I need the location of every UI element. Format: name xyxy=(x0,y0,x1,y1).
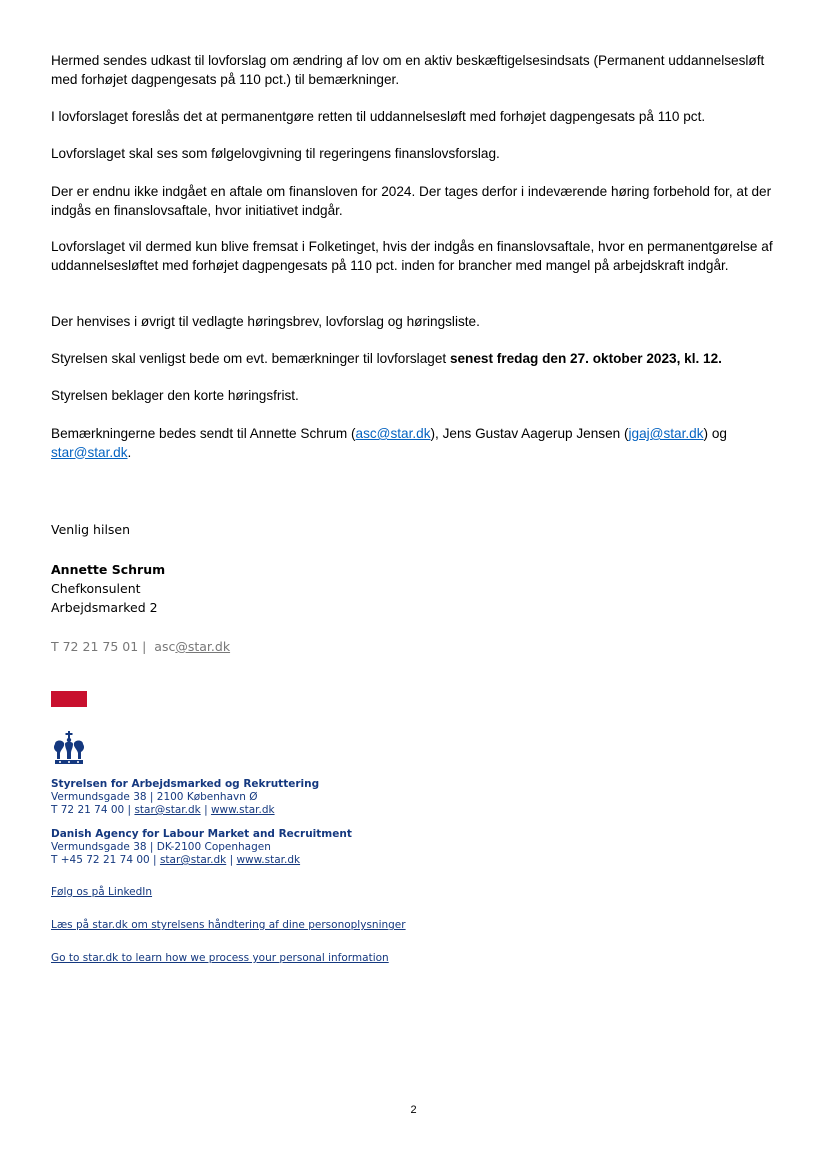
recipients-text-1: Bemærkningerne bedes sendt til Annette Schrum ( xyxy=(51,426,356,441)
danish-flag-icon xyxy=(51,691,87,707)
paragraph-proposal: I lovforslaget foreslås det at permanentgøre retten til uddannelsesløft med forhøjet dagpengesats på 110 pct. xyxy=(51,109,706,124)
privacy-link-en[interactable]: Go to star.dk to learn how we process your personal information xyxy=(51,952,389,964)
contact-email-prefix: asc xyxy=(154,639,176,654)
recipients-text-3: ) og xyxy=(703,426,727,441)
deadline-date: senest fredag den 27. oktober 2023, kl. 12. xyxy=(449,351,722,366)
privacy-da-row xyxy=(51,919,406,931)
paragraph-attachments: Der henvises i øvrigt til vedlagte høringsbrev, lovforslag og høringsliste. xyxy=(51,314,480,329)
agency-contact-da xyxy=(51,804,275,816)
paragraph-conditions: Lovforslaget vil dermed kun blive fremsat i Folketinget, hvis der indgås en finanslovsaftale, hvor en permanentgørelse af uddannelsesløftet med forhøjet dagpengesats på 110 pct. inden for brancher med mangel på arbejdskraft indgår. xyxy=(51,239,773,273)
signer-name: Annette Schrum xyxy=(51,562,166,577)
agency-address-en: Vermundsgade 38 | DK-2100 Copenhagen xyxy=(51,841,271,853)
crown-icon xyxy=(51,731,87,765)
paragraph-deadline xyxy=(51,350,791,369)
agency-name-da: Styrelsen for Arbejdsmarked og Rekruttering xyxy=(51,778,320,790)
email-link-asc[interactable]: asc@star.dk xyxy=(355,426,431,441)
paragraph-recipients xyxy=(51,425,791,462)
contact-phone: T 72 21 75 01 | xyxy=(51,639,147,654)
agency-phone-da: T 72 21 74 00 | xyxy=(51,804,132,816)
agency-address-da: Vermundsgade 38 | 2100 København Ø xyxy=(51,791,258,803)
email-link-star[interactable]: star@star.dk xyxy=(51,444,128,460)
recipients-end: . xyxy=(127,444,132,460)
signer-department: Arbejdsmarked 2 xyxy=(51,600,158,615)
paragraph-legislation: Lovforslaget skal ses som følgelovgivning til regeringens finanslovsforslag. xyxy=(51,146,500,161)
privacy-link-da[interactable]: Læs på star.dk om styrelsens håndtering af dine personoplysninger xyxy=(51,919,406,931)
linkedin-link[interactable]: Følg os på LinkedIn xyxy=(51,886,153,898)
paragraph-intro: Hermed sendes udkast til lovforslag om ændring af lov om en aktiv beskæftigelsesindsats (Permanent uddannelsesløft med forhøjet dagpengesats på 110 pct.) til bemærkninger. xyxy=(51,53,765,87)
deadline-text: Styrelsen skal venligst bede om evt. bemærkninger til lovforslaget xyxy=(51,351,450,366)
signer-title: Chefkonsulent xyxy=(51,581,141,596)
agency-phone-en: T +45 72 21 74 00 | xyxy=(51,854,157,866)
greeting: Venlig hilsen xyxy=(51,522,131,537)
agency-web-da[interactable]: www.star.dk xyxy=(210,804,275,816)
email-link-jgaj[interactable]: jgaj@star.dk xyxy=(628,426,704,441)
linkedin-link-row xyxy=(51,886,152,898)
contact-line xyxy=(51,639,230,654)
agency-web-en[interactable]: www.star.dk xyxy=(236,854,301,866)
contact-email-link[interactable]: @star.dk xyxy=(175,639,231,654)
flag-red-band xyxy=(51,691,87,707)
agency-separator-da: | xyxy=(204,804,208,816)
paragraph-apology: Styrelsen beklager den korte høringsfrist. xyxy=(51,388,299,403)
agency-name-en: Danish Agency for Labour Market and Recruitment xyxy=(51,828,352,840)
paragraph-reservation: Der er endnu ikke indgået en aftale om finansloven for 2024. Der tages derfor i indeværende høring forbehold for, at der indgås en finanslovsaftale, hvor initiativet indgår. xyxy=(51,184,772,218)
agency-separator-en: | xyxy=(229,854,234,866)
privacy-en-row xyxy=(51,952,389,964)
agency-contact-en xyxy=(51,854,300,866)
agency-email-da[interactable]: star@star.dk xyxy=(134,804,201,816)
recipients-text-2: ), Jens Gustav Aagerup Jensen ( xyxy=(430,426,629,441)
page-number: 2 xyxy=(410,1104,417,1116)
agency-email-en[interactable]: star@star.dk xyxy=(159,854,227,866)
